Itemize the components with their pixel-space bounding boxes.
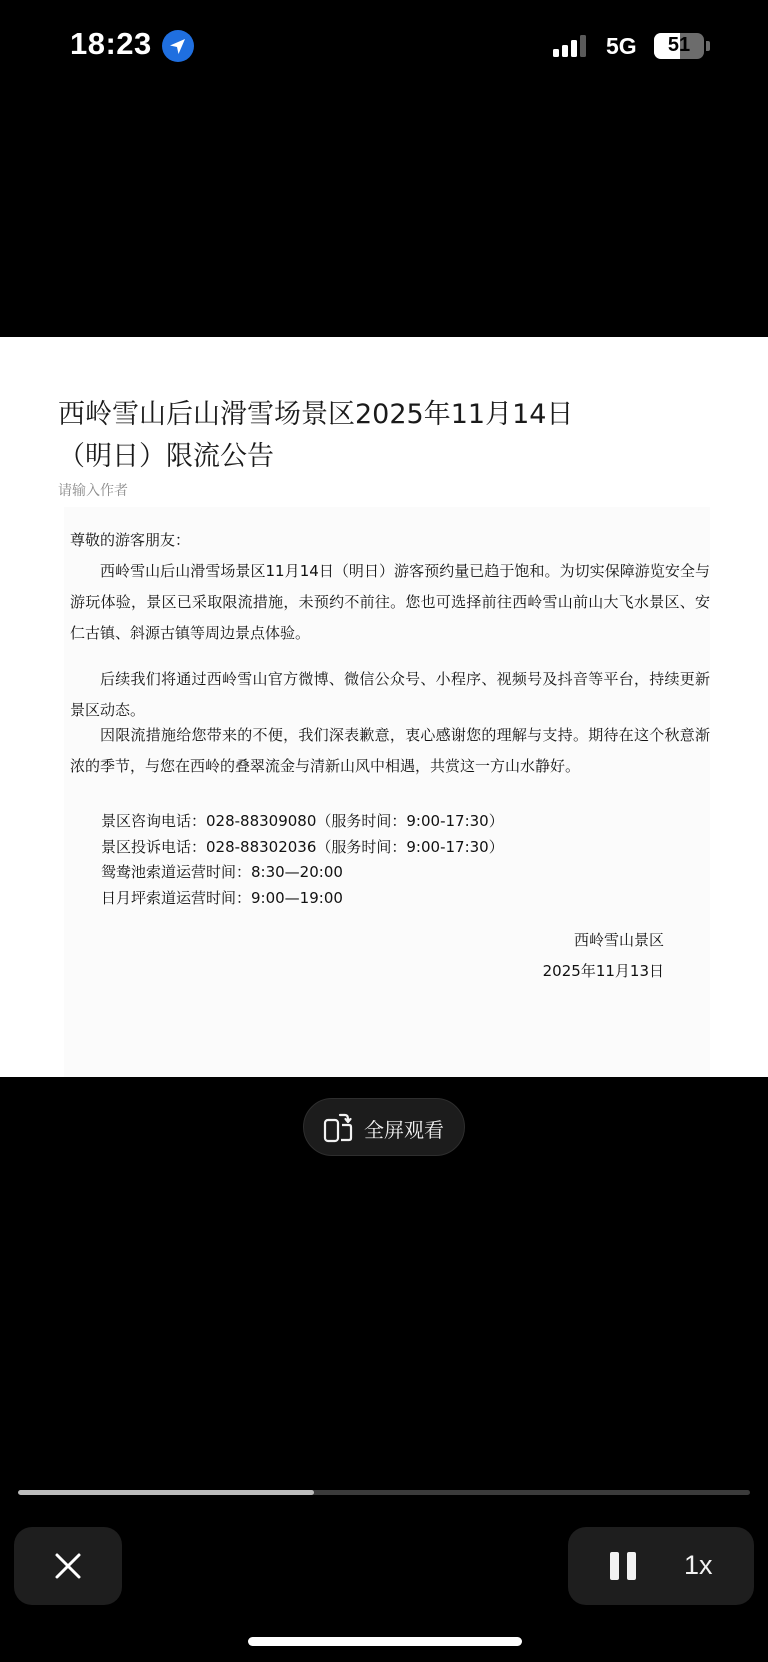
battery-icon [654,33,704,59]
document-title-line1: 西岭雪山后山滑雪场景区2025年11月14日 [58,399,574,430]
contact-line: 日月坪索道运营时间：9:00—19:00 [101,888,343,907]
contact-line: 景区咨询电话：028-88309080（服务时间：9:00-17:30） [101,812,504,830]
battery-level: 51 [667,34,691,56]
notice-body [64,507,710,1077]
fullscreen-button[interactable] [303,1098,465,1156]
progress-bar[interactable] [18,1490,750,1495]
notice-paragraph: 因限流措施给您带来的不便，我们深表歉意，衷心感谢您的理解与支持。期待在这个秋意渐浓的季节，与您在西岭的叠翠流金与清新山风中相遇，共赏这一方山水静好。 [70,726,710,775]
contact-line: 鸳鸯池索道运营时间：8:30—20:00 [101,863,343,881]
battery-tip [706,41,710,51]
contact-line: 景区投诉电话：028-88302036（服务时间：9:00-17:30） [101,837,504,856]
notice-greeting: 尊敬的游客朋友： [70,531,191,549]
location-arrow-icon [162,30,194,62]
network-type: 5G [606,33,637,59]
fullscreen-label: 全屏观看 [364,1118,444,1142]
status-time: 18:23 [70,26,152,61]
signature-date: 2025年11月13日 [542,962,664,980]
notice-paragraph: 后续我们将通过西岭雪山官方微博、微信公众号、小程序、视频号及抖音等平台，持续更新景区动态。 [70,670,710,719]
playback-controls [568,1527,754,1605]
document-title [58,394,618,478]
rotate-screen-icon [322,1112,354,1148]
progress-fill [18,1490,314,1495]
author-placeholder: 请输入作者 [58,483,128,499]
playback-speed-button[interactable]: 1x [684,1550,713,1580]
notice-paragraph: 西岭雪山后山滑雪场景区11月14日（明日）游客预约量已趋于饱和。为切实保障游览安全与游玩体验，景区已采取限流措施，未预约不前往。您也可选择前往西岭雪山前山大飞水景区、安仁古镇、斜源古镇等周边景点体验。 [70,562,710,642]
document-title-line2: （明日）限流公告 [58,441,274,472]
cellular-signal-icon [553,34,593,62]
contact-info [101,809,504,911]
close-button[interactable] [14,1527,122,1605]
signature-org: 西岭雪山景区 [573,931,664,949]
home-indicator[interactable] [248,1637,522,1646]
close-icon [54,1552,82,1580]
pause-icon[interactable] [608,1551,638,1585]
document-view[interactable] [0,337,768,1077]
